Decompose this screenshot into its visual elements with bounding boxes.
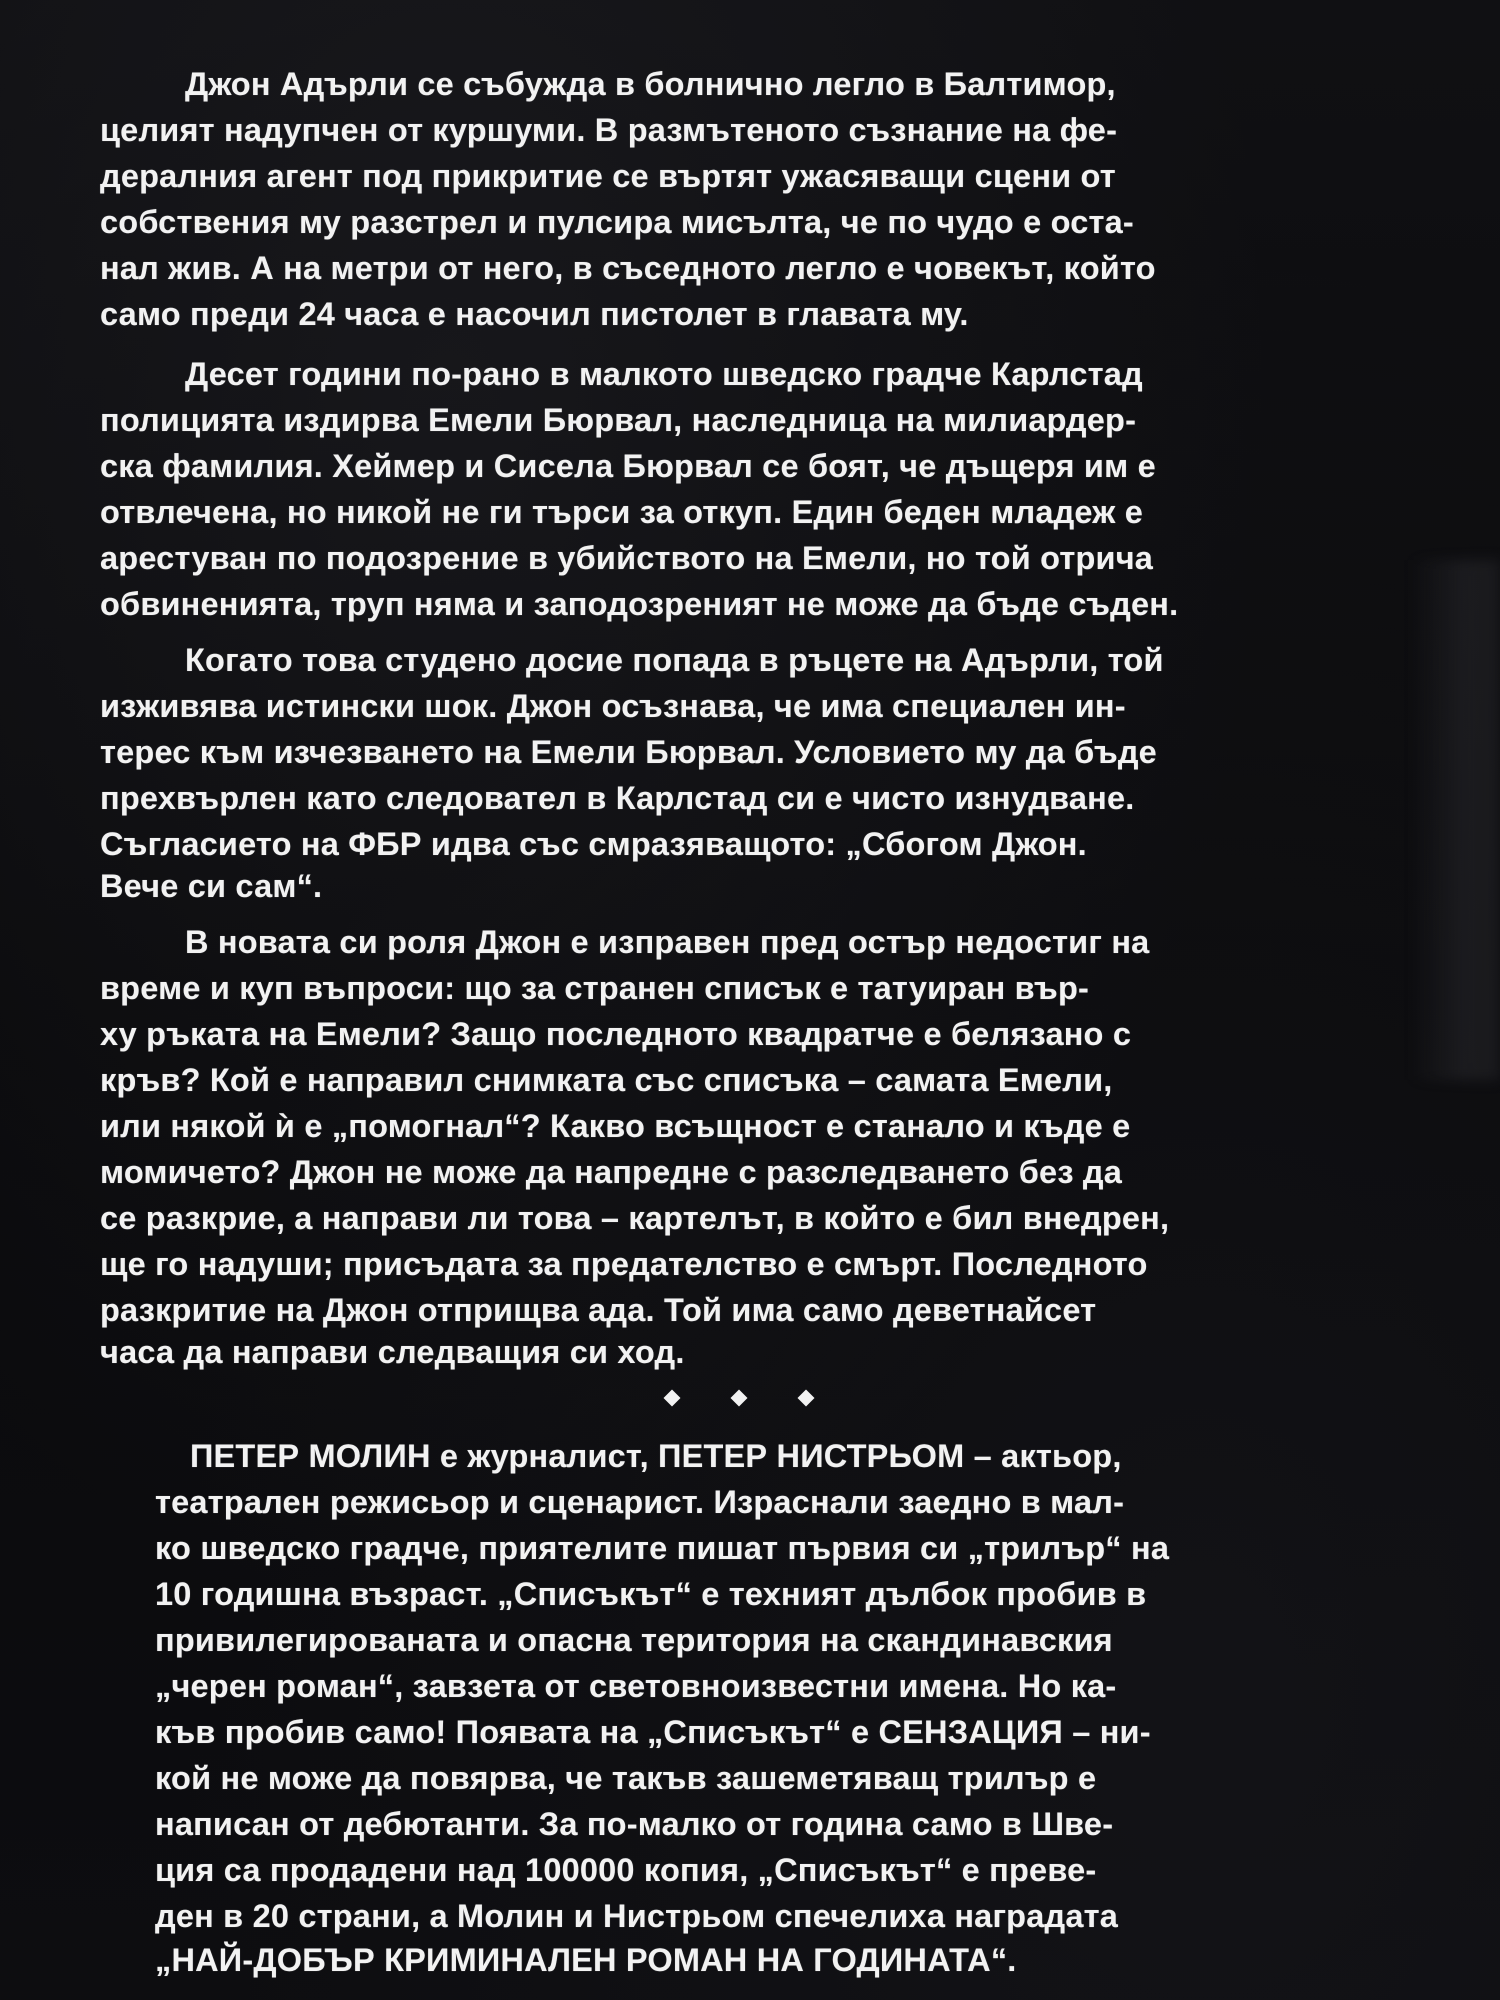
text-line: арестуван по подозрение в убийството на Емели, но той отрича — [100, 540, 1154, 576]
text-line: ден в 20 страни, а Молин и Нистрьом спечелиха наградата — [155, 1898, 1119, 1934]
text-line: Джон Адърли се събужда в болнично легло в Балтимор, — [185, 66, 1116, 102]
text-line: разкритие на Джон отприщва ада. Той има само деветнайсет — [100, 1292, 1097, 1328]
text-line: Съгласието на ФБР идва със смразяващото: „Сбогом Джон. — [100, 826, 1087, 862]
text-line: Когато това студено досие попада в ръцете на Адърли, той — [185, 642, 1164, 678]
text-line: „черен роман“, завзета от световноизвестни имена. Но ка- — [155, 1668, 1117, 1704]
text-line: целият надупчен от куршуми. В размътеното съзнание на фе- — [100, 112, 1118, 148]
text-line: къв пробив само! Появата на „Списъкът“ е СЕНЗАЦИЯ – ни- — [155, 1714, 1151, 1750]
text-line: изживява истински шок. Джон осъзнава, че има специален ин- — [100, 688, 1126, 724]
text-line: време и куп въпроси: що за странен списък е татуиран вър- — [100, 970, 1090, 1006]
text-line: Десет години по-рано в малкото шведско градче Карлстад — [185, 356, 1143, 392]
text-line: момичето? Джон не може да напредне с разследването без да — [100, 1154, 1123, 1190]
text-line: кръв? Кой е направил снимката със списъка – самата Емели, — [100, 1062, 1113, 1098]
text-line: Вече си сам“. — [100, 868, 323, 904]
text-line: привилегированата и опасна територия на скандинавския — [155, 1622, 1113, 1658]
text-line: ска фамилия. Хеймер и Сисела Бюрвал се боят, че дъщеря им е — [100, 448, 1156, 484]
text-line: прехвърлен като следовател в Карлстад си е чисто изнудване. — [100, 780, 1135, 816]
text-line: 10 годишна възраст. „Списъкът“ е техният дълбок пробив в — [155, 1576, 1147, 1612]
text-line: часа да направи следващия си ход. — [100, 1334, 685, 1370]
text-line: написан от дебютанти. За по-малко от година само в Шве- — [155, 1806, 1114, 1842]
text-line: нал жив. А на метри от него, в съседното легло е човекът, който — [100, 250, 1156, 286]
diamond-ornament-icon — [664, 1390, 681, 1407]
text-line: ко шведско градче, приятелите пишат първия си „трилър“ на — [155, 1530, 1170, 1566]
text-line: обвиненията, труп няма и заподозреният не може да бъде съден. — [100, 586, 1179, 622]
text-line: собствения му разстрел и пулсира мисълта, че по чудо е оста- — [100, 204, 1134, 240]
text-line: „НАЙ-ДОБЪР КРИМИНАЛЕН РОМАН НА ГОДИНАТА“. — [155, 1942, 1017, 1978]
text-line: ция са продадени над 100000 копия, „Списъкът“ е преве- — [155, 1852, 1097, 1888]
text-line: полицията издирва Емели Бюрвал, наследница на милиардер- — [100, 402, 1137, 438]
text-line: кой не може да повярва, че такъв зашеметяващ трилър е — [155, 1760, 1097, 1796]
diamond-ornament-icon — [798, 1390, 815, 1407]
text-line: дералния агент под прикритие се въртят ужасяващи сцени от — [100, 158, 1116, 194]
text-line: ще го надуши; присъдата за предателство е смърт. Последното — [100, 1246, 1148, 1282]
text-line: само преди 24 часа е насочил пистолет в главата му. — [100, 296, 969, 332]
text-line: театрален режисьор и сценарист. Израснали заедно в мал- — [155, 1484, 1125, 1520]
text-line: терес към изчезването на Емели Бюрвал. Условието му да бъде — [100, 734, 1157, 770]
section-separator — [0, 1378, 1500, 1418]
text-line: ПЕТЕР МОЛИН е журналист, ПЕТЕР НИСТРЬОМ – актьор, — [190, 1438, 1122, 1474]
text-line: ху ръката на Емели? Защо последното квадратче е белязано с — [100, 1016, 1132, 1052]
text-line: се разкрие, а направи ли това – картелът, в който е бил внедрен, — [100, 1200, 1170, 1236]
text-line: отвлечена, но никой не ги търси за откуп. Един беден младеж е — [100, 494, 1144, 530]
diamond-ornament-icon — [731, 1390, 748, 1407]
text-line: В новата си роля Джон е изправен пред остър недостиг на — [185, 924, 1150, 960]
text-line: или някой ѝ е „помогнал“? Какво всъщност е станало и къде е — [100, 1108, 1131, 1144]
